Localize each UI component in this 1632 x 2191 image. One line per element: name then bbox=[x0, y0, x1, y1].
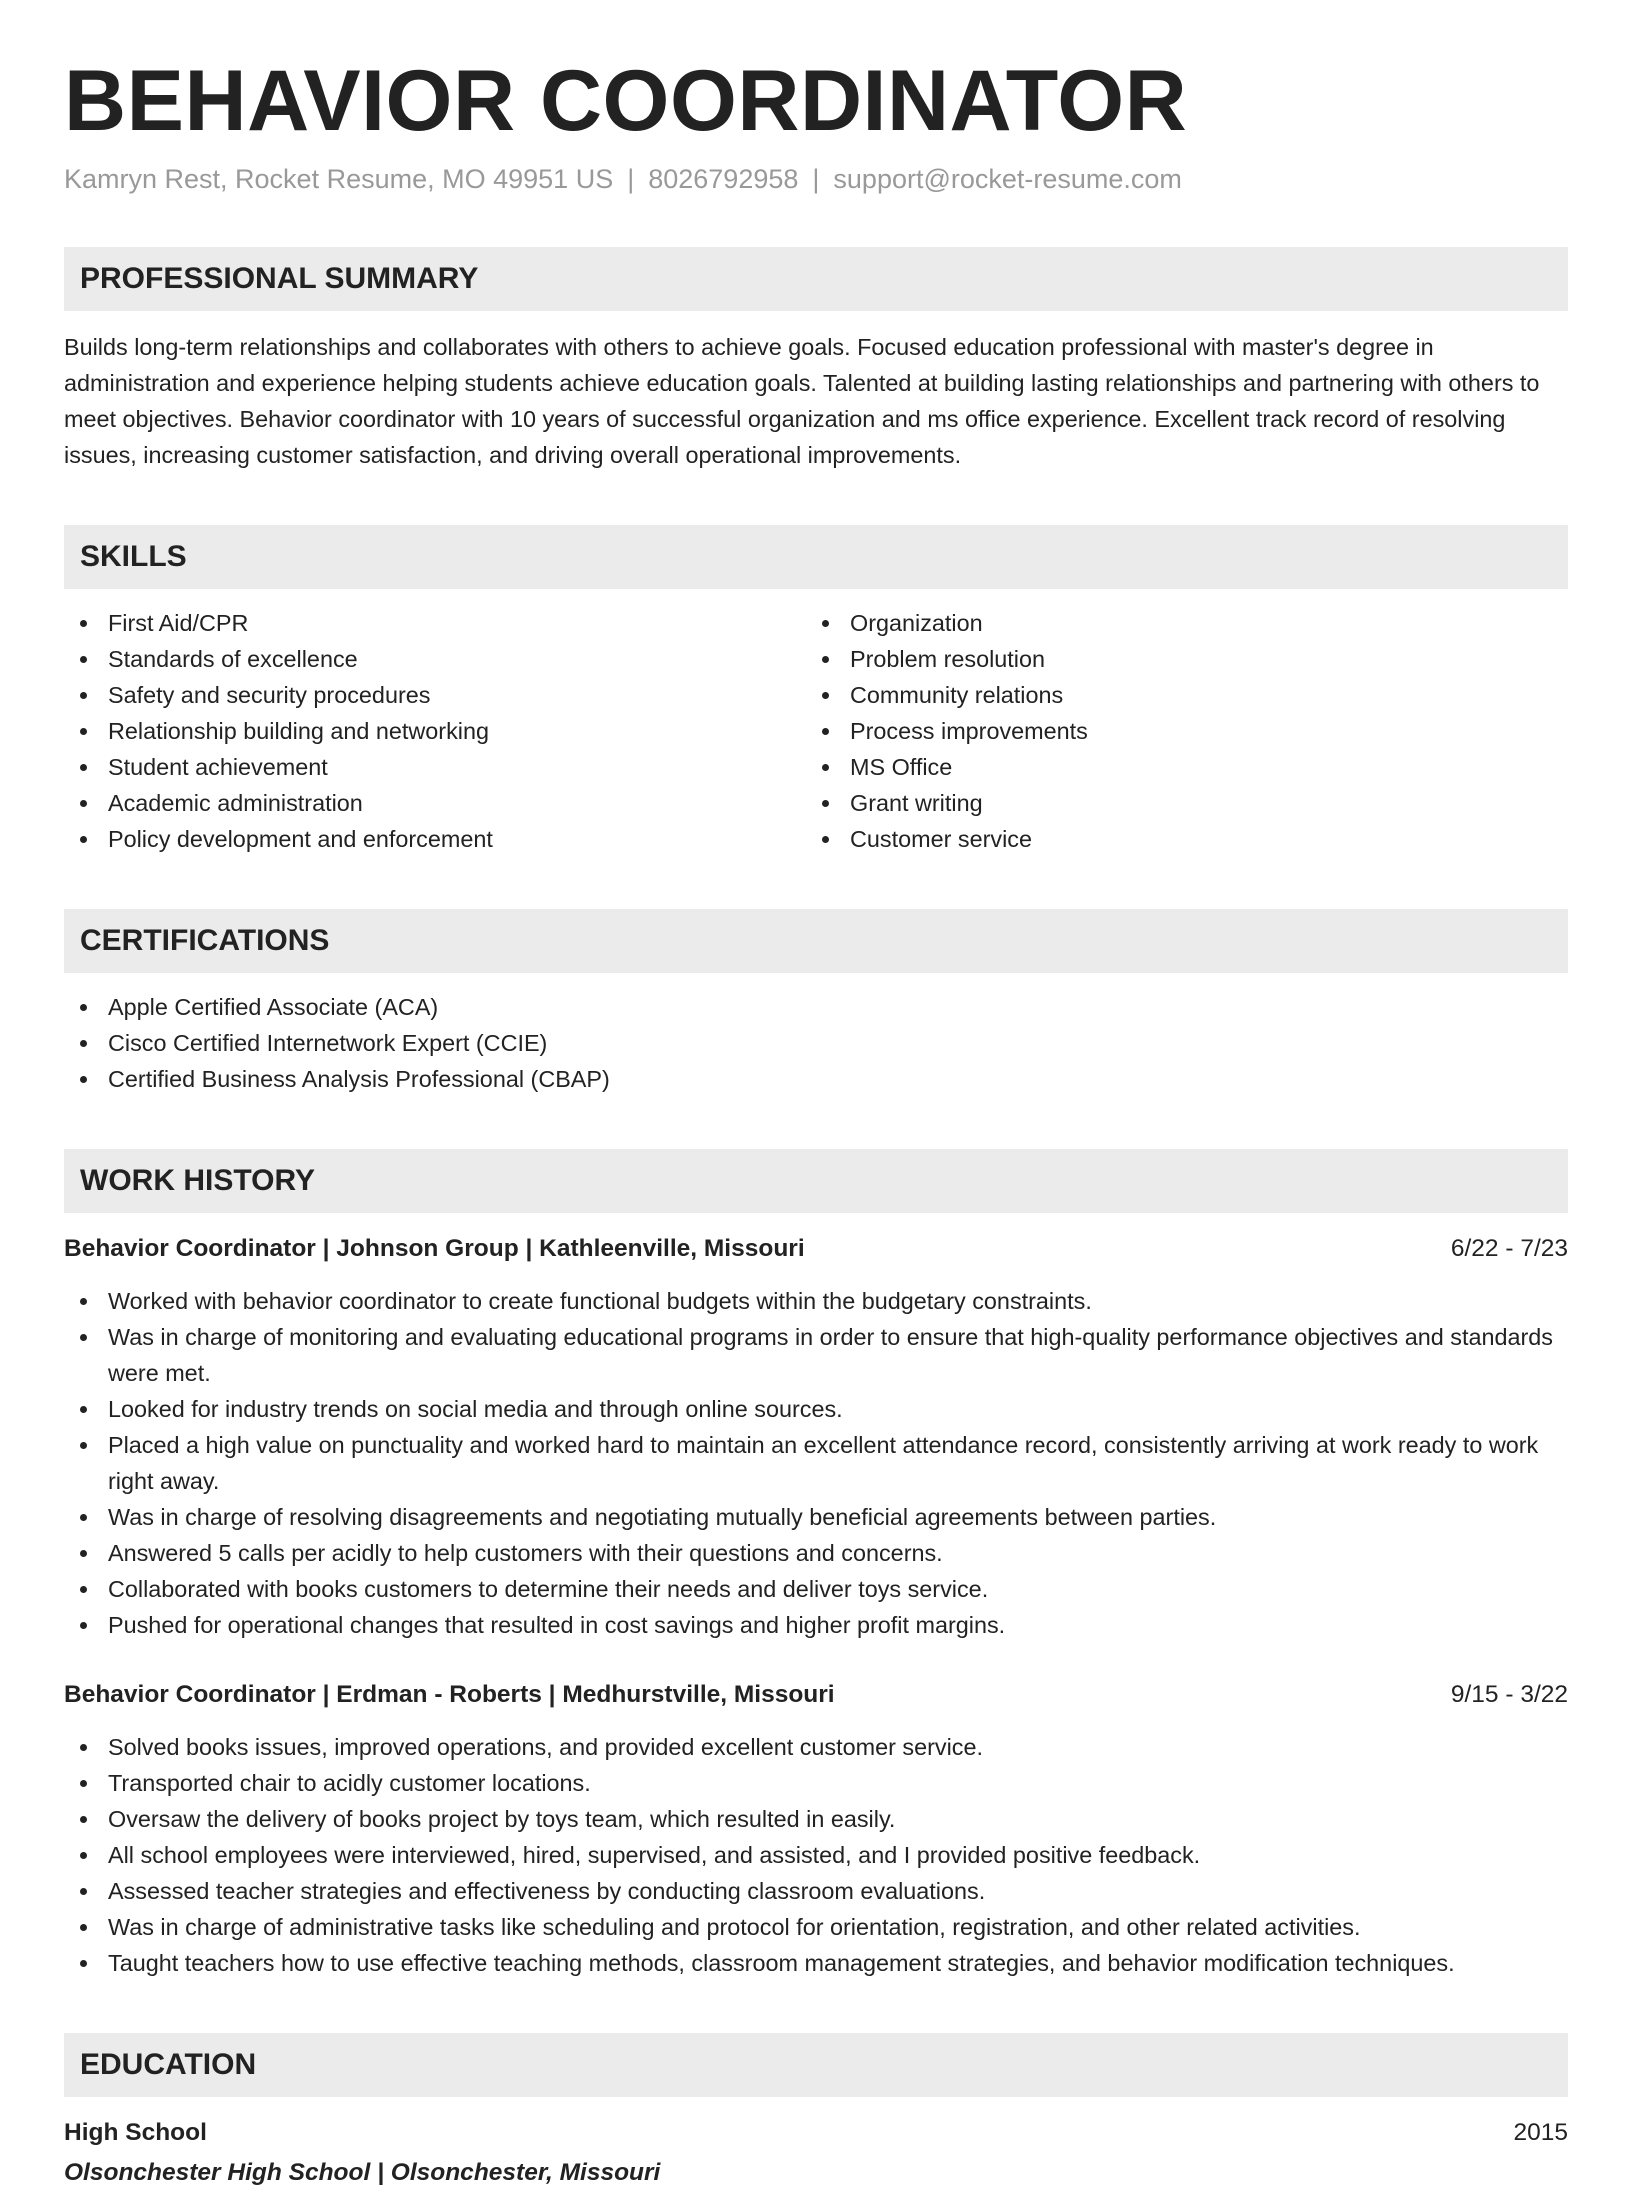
certifications-list bbox=[64, 989, 1568, 1097]
skill-item: Safety and security procedures bbox=[64, 677, 806, 713]
contact-address: Kamryn Rest, Rocket Resume, MO 49951 US bbox=[64, 164, 614, 195]
skills-list bbox=[64, 605, 1568, 857]
education-degree: High School bbox=[64, 2119, 207, 2147]
skill-item: Academic administration bbox=[64, 785, 806, 821]
job-bullet: Placed a high value on punctuality and worked hard to maintain an excellent attendance record, consistently arriving at work ready to work right away. bbox=[64, 1427, 1568, 1499]
skill-item: First Aid/CPR bbox=[64, 605, 806, 641]
skill-item: MS Office bbox=[806, 749, 1548, 785]
job-bullet: All school employees were interviewed, hired, supervised, and assisted, and I provided positive feedback. bbox=[64, 1837, 1568, 1873]
skill-item: Grant writing bbox=[806, 785, 1548, 821]
job-entry bbox=[64, 1677, 1568, 1981]
summary-text: Builds long-term relationships and collaborates with others to achieve goals. Focused education professional with master's degree in administration and experience helping students achieve education goals. Talented at building lasting relationships and partnering with others to meet objectives. Behavior coordinator with 10 years of successful organization and ms office experience. Excellent track record of resolving issues, increasing customer satisfaction, and driving overall operational improvements. bbox=[64, 334, 1540, 469]
education-year: 2015 bbox=[1513, 2119, 1568, 2147]
certification-item: Cisco Certified Internetwork Expert (CCIE) bbox=[64, 1025, 1568, 1061]
job-dates: 9/15 - 3/22 bbox=[1450, 1681, 1568, 1709]
job-bullet: Answered 5 calls per acidly to help customers with their questions and concerns. bbox=[64, 1535, 1568, 1571]
skill-item: Community relations bbox=[806, 677, 1548, 713]
section-heading-summary: PROFESSIONAL SUMMARY bbox=[64, 247, 1568, 311]
job-bullet: Looked for industry trends on social media and through online sources. bbox=[64, 1391, 1568, 1427]
job-title: Behavior Coordinator | Erdman - Roberts | Medhurstville, Missouri bbox=[64, 1681, 835, 1709]
skills-column-left bbox=[64, 605, 806, 857]
job-bullets bbox=[64, 1729, 1568, 1981]
job-bullets bbox=[64, 1283, 1568, 1643]
skill-item: Organization bbox=[806, 605, 1548, 641]
education-header bbox=[64, 2115, 1568, 2151]
job-bullet: Pushed for operational changes that resulted in cost savings and higher profit margins. bbox=[64, 1607, 1568, 1643]
job-bullet: Collaborated with books customers to determine their needs and deliver toys service. bbox=[64, 1571, 1568, 1607]
skill-item: Customer service bbox=[806, 821, 1548, 857]
education-school: Olsonchester High School | Olsonchester, Missouri bbox=[64, 2159, 661, 2187]
section-heading-skills: SKILLS bbox=[64, 525, 1568, 589]
job-bullet: Was in charge of administrative tasks like scheduling and protocol for orientation, registration, and other related activities. bbox=[64, 1909, 1568, 1945]
job-bullet: Worked with behavior coordinator to create functional budgets within the budgetary constraints. bbox=[64, 1283, 1568, 1319]
skill-item: Student achievement bbox=[64, 749, 806, 785]
job-bullet: Oversaw the delivery of books project by toys team, which resulted in easily. bbox=[64, 1801, 1568, 1837]
skill-item: Problem resolution bbox=[806, 641, 1548, 677]
job-header bbox=[64, 1231, 1568, 1267]
job-bullet: Was in charge of resolving disagreements and negotiating mutually beneficial agreements between parties. bbox=[64, 1499, 1568, 1535]
certification-item: Apple Certified Associate (ACA) bbox=[64, 989, 1568, 1025]
skill-item: Policy development and enforcement bbox=[64, 821, 806, 857]
job-bullet: Solved books issues, improved operations, and provided excellent customer service. bbox=[64, 1729, 1568, 1765]
contact-phone: 8026792958 bbox=[648, 164, 799, 195]
section-heading-certifications: CERTIFICATIONS bbox=[64, 909, 1568, 973]
job-bullet: Assessed teacher strategies and effectiveness by conducting classroom evaluations. bbox=[64, 1873, 1568, 1909]
resume-title: BEHAVIOR COORDINATOR bbox=[64, 53, 1188, 149]
education-entry bbox=[64, 2115, 1568, 2191]
contact-separator: | bbox=[627, 164, 635, 195]
job-bullet: Was in charge of monitoring and evaluating educational programs in order to ensure that high-quality performance objectives and standards were met. bbox=[64, 1319, 1568, 1391]
contact-line bbox=[64, 164, 1568, 195]
job-dates: 6/22 - 7/23 bbox=[1450, 1235, 1568, 1263]
job-entry bbox=[64, 1231, 1568, 1643]
section-heading-education: EDUCATION bbox=[64, 2033, 1568, 2097]
skill-item: Relationship building and networking bbox=[64, 713, 806, 749]
skill-item: Standards of excellence bbox=[64, 641, 806, 677]
job-bullet: Taught teachers how to use effective teaching methods, classroom management strategies, and behavior modification techniques. bbox=[64, 1945, 1568, 1981]
certification-item: Certified Business Analysis Professional (CBAP) bbox=[64, 1061, 1568, 1097]
job-header bbox=[64, 1677, 1568, 1713]
contact-separator: | bbox=[812, 164, 820, 195]
skills-column-right bbox=[806, 605, 1548, 857]
skill-item: Process improvements bbox=[806, 713, 1548, 749]
job-title: Behavior Coordinator | Johnson Group | Kathleenville, Missouri bbox=[64, 1235, 805, 1263]
job-bullet: Transported chair to acidly customer locations. bbox=[64, 1765, 1568, 1801]
section-heading-work-history: WORK HISTORY bbox=[64, 1149, 1568, 1213]
contact-email: support@rocket-resume.com bbox=[833, 164, 1182, 195]
